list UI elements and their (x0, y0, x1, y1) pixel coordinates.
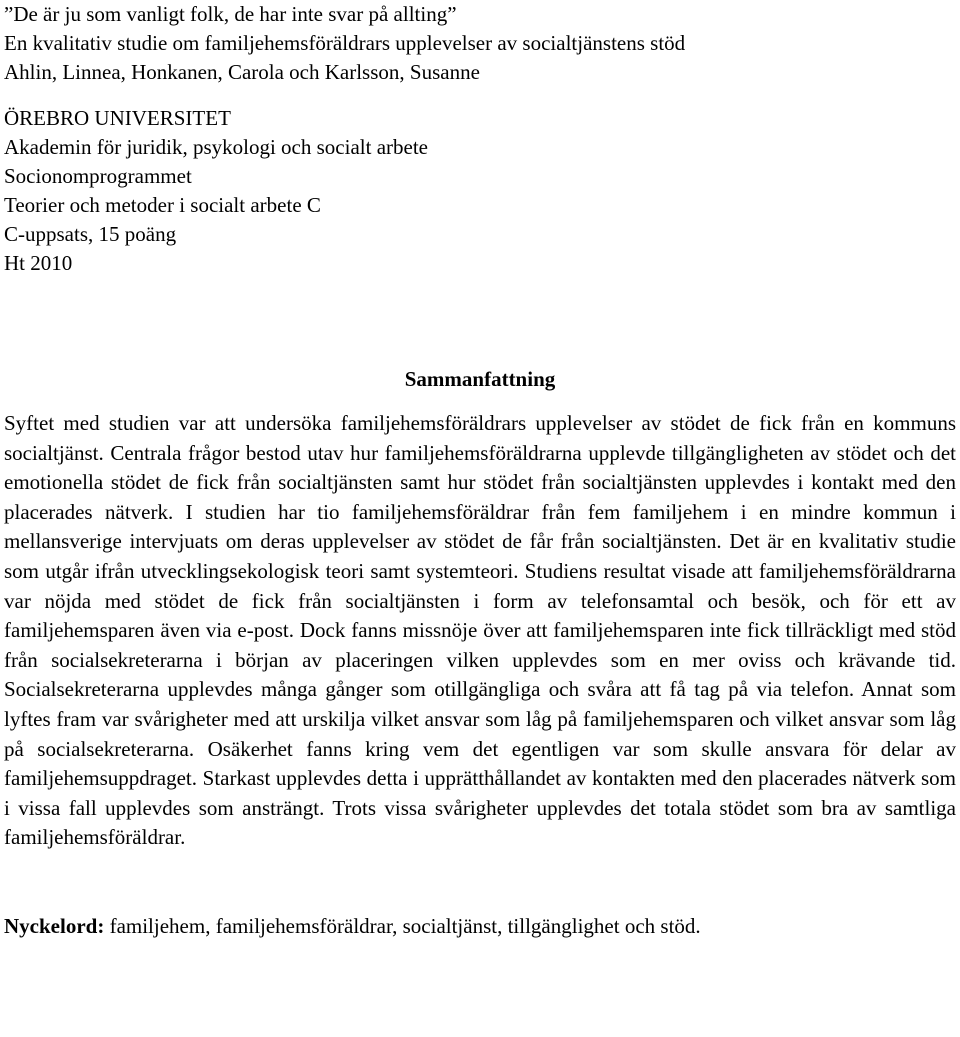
document-page (4, 0, 956, 941)
academy-name: Akademin för juridik, psykologi och socialt arbete (4, 135, 428, 159)
keywords (4, 912, 956, 941)
thesis-subtitle: En kvalitativ studie om familjehemsföräldrars upplevelser av socialtjänstens stöd (4, 31, 686, 55)
course-name: Teorier och metoder i socialt arbete C (4, 193, 321, 217)
thesis-type: C-uppsats, 15 poäng (4, 222, 177, 246)
abstract-text: Syftet med studien var att undersöka familjehemsföräldrars upplevelser av stödet de fick från en kommuns socialtjänst. Centrala frågor bestod utav hur familjehemsföräldrarna upplevde tillgängligheten av stödet och det emotionella stödet de fick från socialtjänsten samt hur stödet från socialtjänsten upplevdes i kontakt med den placerades nätverk. I studien har tio familjehemsföräldrar från fem familjehem i en mindre kommun i mellansverige intervjuats om deras upplevelser av stödet de får från socialtjänsten. Det är en kvalitativ studie som utgår ifrån utvecklingsekologisk teori samt systemteori. Studiens resultat visade att familjehemsföräldrarna var nöjda med stödet de fick från socialtjänsten i form av telefonsamtal och besök, och för ett av familjehemsparen även via e-post. Dock fanns missnöje över att familjehemsparen inte fick tillräckligt med stöd från socialsekreterarna i början av placeringen vilken upplevdes som en mer oviss och krävande tid. Socialsekreterarna upplevdes många gånger som otillgängliga och svåra att få tag på via telefon. Annat som lyftes fram var svårigheter med att urskilja vilket ansvar som låg på familjehemsparen och vilket ansvar som låg på socialsekreterarna. Osäkerhet fanns kring vem det egentligen var som skulle ansvara för delar av familjehemsuppdraget. Starkast upplevdes detta i upprätthållandet av kontakten med den placerades nätverk som i vissa fall upplevdes som ansträngt. Trots vissa svårigheter upplevdes det totala stödet som bra av samtliga familjehemsföräldrar. (4, 411, 956, 850)
university-name: ÖREBRO UNIVERSITET (4, 106, 231, 130)
abstract-heading: Sammanfattning (404, 367, 556, 391)
thesis-title: ”De är ju som vanligt folk, de har inte svar på allting” (4, 2, 457, 26)
title-block (4, 0, 956, 87)
keywords-label: Nyckelord: (4, 913, 105, 938)
term: Ht 2010 (4, 251, 73, 275)
thesis-authors: Ahlin, Linnea, Honkanen, Carola och Karlsson, Susanne (4, 60, 480, 84)
keywords-text: familjehem, familjehemsföräldrar, socialtjänst, tillgänglighet och stöd. (104, 913, 701, 938)
program-name: Socionomprogrammet (4, 164, 192, 188)
institution-block (4, 104, 956, 278)
